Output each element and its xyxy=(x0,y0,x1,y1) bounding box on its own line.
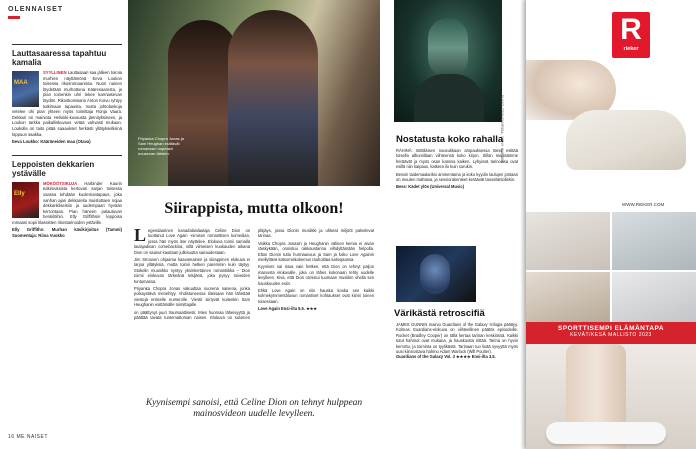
article-paragraph: Kyynismi sai istua vain hetken, että Dion on tehnyt paljon mainosta elokuvalle, joka on lähes kokonaan tehty uudelle levylleen. Kiva, että Dion onnistui tuomaan musiikin ohella sen hauskuuden esiin. xyxy=(258,264,374,286)
photo-shoe xyxy=(546,422,666,444)
book-cover-title: MAA xyxy=(14,80,28,86)
album-credit: Bess: Kädet ylös (Universal Music) xyxy=(396,184,465,190)
article-paragraph: Bessin taidemaalariksi ammentama ja koko kyydin laulujen pintaan on muuten mahtava, ja sessiorakenteet keräävät tanssilattiollekin. xyxy=(396,171,518,183)
ad-url[interactable]: WWW.RIEKER.COM xyxy=(622,202,665,207)
book-cover-title: Elly xyxy=(14,190,25,197)
pull-quote: Kyynisempi sanoisi, että Celine Dion on tehnyt hulppean mainosvideon uudelle levylleen. xyxy=(145,398,363,419)
article-paragraph: RÄHINÄ: Brittiläisen nousukkaan ampauksessa Bess esittää toisella albumillaan viihteensä koko kirjon. Sillan menisämme heräävät ja myös osan kanssa kaiken. Lyhyissä tarinoissa ovat esillä niin kaipaus, katkera ilo kuin surukin. xyxy=(396,148,518,170)
side-article-1 xyxy=(12,70,122,145)
right-page-editorial xyxy=(380,0,526,449)
ad-shoe-photo xyxy=(566,110,686,170)
ad-photo-cell xyxy=(526,272,610,322)
movie-credit: Love Again Ensi-ilta 5.5. ★★★ xyxy=(258,306,318,312)
dropcap: L xyxy=(134,225,147,245)
side-headline-1: Lauttasaaressa tapahtuu kamalia xyxy=(12,49,107,67)
logo-brand-name: rieker xyxy=(623,46,639,52)
ad-photo-grid xyxy=(526,212,696,322)
photo-figure xyxy=(420,254,450,294)
side-column xyxy=(12,44,122,241)
ad-photo-cell xyxy=(526,212,610,270)
article-paragraph: Priyanka Chopra Jonas vakuuttaa nuorena naisena, jonka poikaystävä menehtyy. Ahdistuneessa tilassaan hän lähettää viestejä entiselle numerolle. Viestit siirtyvät kuitenkin Sam Heughanin esittämälle toimittajalle. xyxy=(134,286,250,308)
movie-credit: Guardians of the Galaxy Vol. 3 ★★★★ Ensi-ilta 3.5. xyxy=(396,354,496,360)
logo-letter: R xyxy=(620,13,642,46)
article-paragraph: Jim Strousen ohjaama kaavamainen ja siirappinen elokuva ei tarjoa yllätyksiä, mutta toimii hetken paremmin kuin täytyy. Stokelin muusikko syntyy yksinkertainen romantiikka – Dion toimii elokuvan tärkeänä tekijänä, joka pysyy toiveiden tuntumassa. xyxy=(134,257,250,284)
ad-slogan: SPORTTISEMPI ELÄMÄNTAPA xyxy=(557,325,665,332)
artist-photo xyxy=(394,0,502,122)
book-credit-1: Eeva Loukko: Kääräneiden maa (Otava) xyxy=(12,139,91,145)
side-text-1: Lauttasaari saa jälleen toimia murhien näyttämönä Eeva Loukon toisessa rikosromaanissa. Nuori nainen löydetään murhattuna Kääresaaresta, ja pian toinenkin uhri tekee karmaisevan löydön. Rikoskomisario Anton Koivu ryhtyy tutkimaan tapausta, mutta johtolankoja vetelee ohi pian yhteen myös toimittaja Ronja Vaara. Dekkari on mainiota Helsinki-kuvausta jännityksineen, ja Loukon tarkka paikalliskuvaus vetää vahvasti mukaan. Loukolla on taito pitää saaaukset herkästi yllätyksellisinä loppuun saakka. xyxy=(12,70,122,137)
book-cover-2 xyxy=(12,182,39,218)
ad-bottom-photo xyxy=(526,344,696,449)
genre-label: SYYLLINEN xyxy=(43,70,67,75)
section-accent-bar xyxy=(8,16,20,19)
movie-still xyxy=(396,246,476,302)
photo-caption: Priyanka Chopra Jonas ja Sam Heughan esittävät romanssin nopeasti nousevan tähden. xyxy=(138,136,184,156)
article-paragraph: Vaikka Chopra Jonasin ja Heughanin välinen kemia ei aivan räiskykään, onnistuu rakkaustarina viihdyttämään helpolla. Elton Dionin tuttu hurmaavuus ja Sam ja koko Love Againin miellyttävä katsomiskokemus rauhoittaa katsojaansa. xyxy=(258,240,374,263)
advertisement-page xyxy=(526,0,696,449)
photo-face xyxy=(428,18,468,78)
ad-collection: KEVÄT/KESÄ MALLISTO 2023 xyxy=(570,332,652,338)
divider xyxy=(12,155,122,156)
book-credit-2: Elly Griffiths: Murhan käsikirjoitus (Tammi) Suomentaja: Riina Vuokko xyxy=(12,227,122,239)
ad-photo-cell xyxy=(612,272,696,322)
divider xyxy=(12,44,122,45)
page-folio: 16 ME NAISET xyxy=(8,434,48,440)
ad-photo-cell xyxy=(612,212,696,270)
side-article-2 xyxy=(12,181,122,239)
photo-body xyxy=(414,74,484,122)
music-headline: Nostatusta koko rahalla xyxy=(396,134,504,145)
movie-review xyxy=(396,322,518,360)
photo-figure xyxy=(228,10,318,186)
side-headline-2: Leppoisten dekkarien ystävälle xyxy=(12,159,95,178)
article-paragraph: JAMES GUNNIN mainio Guardians of the Galaxy -trilogia päättyy. Kolmas Guardians-elokuva on viihteellinen päätös episodeille. Rocket (Bradley Cooper) on tällä kertaa tarinan keskiössä. Kaikki tutut hahmot ovat mukana, ja hauskuutta riittää. Tarina on hyvin kerrottu, ja toiminta on tyylikästä. Tarinaan tuo lisää syvyyttä myös uusi kiinnostava hahmo Adam Warlock (Will Poulter). xyxy=(396,322,518,355)
article-paragraph: egendaarinen kanadalaislaulaja Celine Dion on tuottanut Love Again -nimisen romanttisen komedian, jossa hän myös itse näyttelee. Elokuva toimii samalla laulajadivan comebackina, sillä viimeisen kuukauden aikana Dion on saanut kauttaan julkisuutta sairaudestaan. xyxy=(134,228,250,255)
music-review xyxy=(396,148,518,192)
article-paragraph: on päättynyt juuri traumaattisesti. Mies huomaa läheisyyttä ja päättää tavata tuntemattoman naisen. Elokuva on suloinen pläjäys, jossa Dionin musiikki ja uhkeat miljööt palvelevat tarinaa. xyxy=(134,228,374,321)
photo-credit: KUVAT: CRUNCHYROLL, SONY, WARNER xyxy=(500,95,504,164)
main-article-body xyxy=(134,225,374,388)
side-article-2-wrap xyxy=(12,155,122,239)
article-paragraph: Ehkä Love Again on niin hauska koska sen kaikki kolmekymmentäluvun romantiset kohtaukset ovat kiinni toinen toisessaan. xyxy=(258,288,374,304)
brand-logo xyxy=(612,12,650,58)
main-headline: Siirappista, mutta olkoon! xyxy=(164,200,344,217)
side-text-2: Harbinder Kaurin tutkimuksista kertovan sarjan toisessa osassa tehdään kuolemantapaus, joka vanhan ajan dekkareita muistuttaen nojaa dekkarikliseisiin ja uudempaan hyvään kerrontaan. Pian häneen palautuvan henkilöihin. Elly Griffithsin leppoisa romaani sopii klassisten rikostarinoiden ystäville. xyxy=(12,180,122,225)
ad-slogan-band xyxy=(526,322,696,344)
book-cover-1 xyxy=(12,71,39,107)
section-tag: OLENNAISET xyxy=(8,6,64,13)
genre-label: MÖKÖÖTSIKUJA xyxy=(43,180,78,186)
movie-photo xyxy=(128,0,380,186)
movie-headline: Värikästä retroscifiä xyxy=(394,308,485,319)
